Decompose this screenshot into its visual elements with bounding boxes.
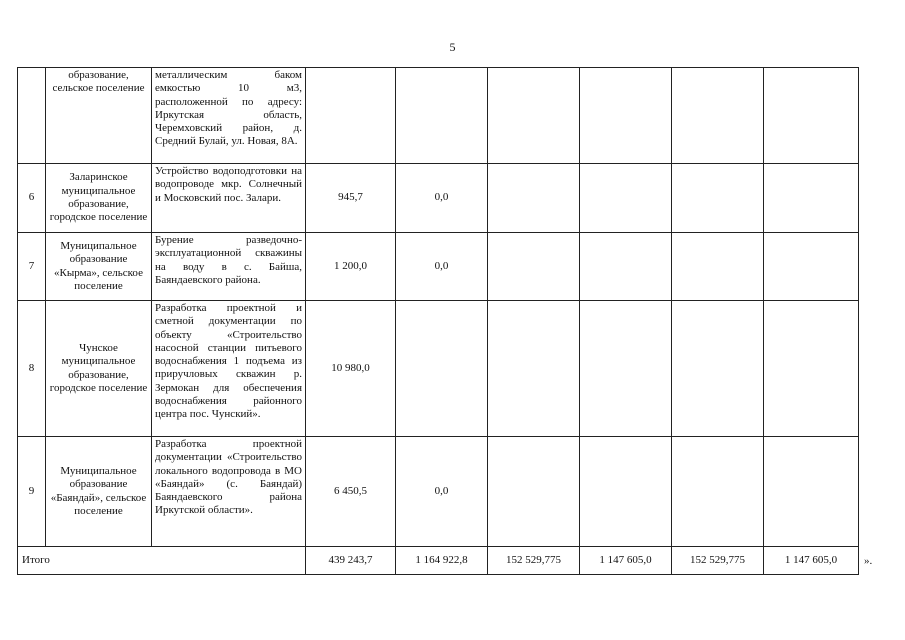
total-value: 1 147 605,0 <box>764 547 859 575</box>
value-cell <box>488 233 580 301</box>
project-description: металлическим баком емкостью 10 м3, расположенной по адресу: Иркутская область, Черемховский район, д. Средний Булай, ул. Новая, 8А. <box>152 68 306 164</box>
total-value: 439 243,7 <box>306 547 396 575</box>
value-cell <box>396 301 488 437</box>
value-cell: 0,0 <box>396 233 488 301</box>
total-row <box>18 547 859 575</box>
value-cell <box>672 164 764 233</box>
value-cell: 0,0 <box>396 437 488 547</box>
table-row <box>18 68 859 164</box>
project-description: Бурение разведочно-эксплуатационной скважины на воду в с. Байша, Баяндаевского района. <box>152 233 306 301</box>
value-cell <box>488 301 580 437</box>
organization-name: Муниципальное образование «Кырма», сельское поселение <box>46 233 152 301</box>
row-number <box>18 68 46 164</box>
value-cell <box>672 68 764 164</box>
value-cell <box>580 437 672 547</box>
row-number: 9 <box>18 437 46 547</box>
project-description: Разработка проектной и сметной документации по объекту «Строительство насосной станции питьевого водоснабжения 1 подъема из приручловых скважин р. Зермокан для обеспечения водоснабжения районного центра пос. Чунский». <box>152 301 306 437</box>
value-cell <box>580 68 672 164</box>
row-number: 8 <box>18 301 46 437</box>
table-row <box>18 301 859 437</box>
total-value: 152 529,775 <box>488 547 580 575</box>
value-cell <box>764 164 859 233</box>
value-cell: 945,7 <box>306 164 396 233</box>
total-value: 1 164 922,8 <box>396 547 488 575</box>
value-cell: 6 450,5 <box>306 437 396 547</box>
value-cell: 1 200,0 <box>306 233 396 301</box>
table-row <box>18 437 859 547</box>
table-row <box>18 233 859 301</box>
value-cell <box>488 437 580 547</box>
value-cell <box>580 233 672 301</box>
value-cell <box>672 437 764 547</box>
organization-name: Чунское муниципальное образование, городское поселение <box>46 301 152 437</box>
organization-name: Заларинское муниципальное образование, городское поселение <box>46 164 152 233</box>
project-description: Разработка проектной документации «Строительство локального водопровода в МО «Баяндай» (с. Баяндай) Баяндаевского района Иркутской области». <box>152 437 306 547</box>
value-cell <box>672 301 764 437</box>
value-cell <box>764 233 859 301</box>
total-label: Итого <box>18 547 306 575</box>
row-number: 7 <box>18 233 46 301</box>
value-cell <box>488 164 580 233</box>
value-cell <box>764 437 859 547</box>
organization-name: образование, сельское поселение <box>46 68 152 164</box>
value-cell <box>488 68 580 164</box>
value-cell <box>764 68 859 164</box>
value-cell <box>672 233 764 301</box>
value-cell <box>396 68 488 164</box>
table-row <box>18 164 859 233</box>
value-cell <box>306 68 396 164</box>
project-description: Устройство водоподготовки на водопроводе мкр. Солнечный и Московский пос. Залари. <box>152 164 306 233</box>
budget-table <box>17 67 859 575</box>
row-number: 6 <box>18 164 46 233</box>
closing-quote-mark: ». <box>864 555 873 567</box>
total-value: 1 147 605,0 <box>580 547 672 575</box>
value-cell: 0,0 <box>396 164 488 233</box>
value-cell <box>764 301 859 437</box>
value-cell: 10 980,0 <box>306 301 396 437</box>
value-cell <box>580 301 672 437</box>
value-cell <box>580 164 672 233</box>
total-value: 152 529,775 <box>672 547 764 575</box>
organization-name: Муниципальное образование «Баяндай», сельское поселение <box>46 437 152 547</box>
page-number: 5 <box>449 40 456 54</box>
